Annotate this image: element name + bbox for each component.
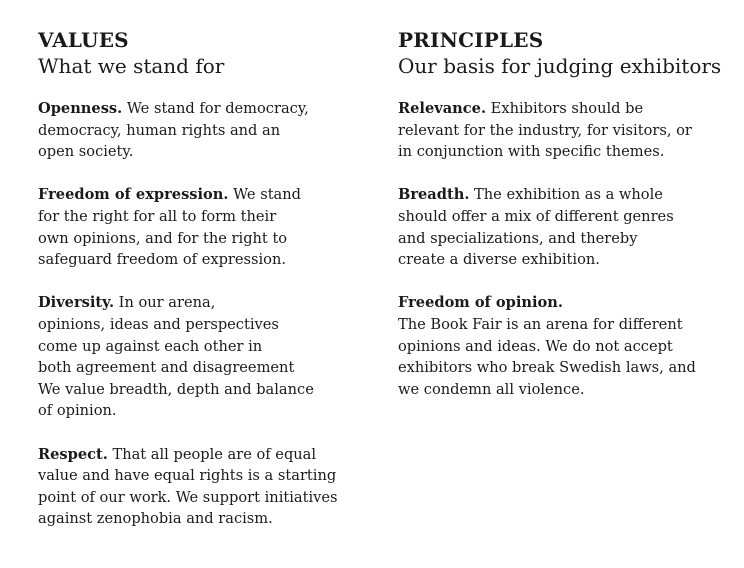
value-term: Freedom of expression. <box>38 186 229 204</box>
principle-text: The Book Fair is an arena for different opinions and ideas. We do not accept exhibitors who break Swedish laws, and we condemn all violence. <box>398 315 696 398</box>
value-term: Respect. <box>38 445 108 463</box>
principle-term: Freedom of opinion. <box>398 294 563 312</box>
values-heading: VALUES <box>38 28 129 52</box>
principles-subheading: Our basis for judging exhibitors <box>398 54 722 78</box>
value-text: That all people are of equal value and have equal rights is a starting point of our work. We support initiatives against zenophobia and racism. <box>38 445 338 528</box>
value-term: Openness. <box>38 100 123 117</box>
value-respect <box>38 444 368 530</box>
principle-text: The exhibition as a whole should offer a mix of different genres and specializations, and thereby create a diverse exhibition. <box>398 186 674 269</box>
principle-term: Relevance. <box>398 100 487 117</box>
value-text: We stand for democracy, democracy, human rights and an open society. <box>38 100 309 161</box>
value-term: Diversity. <box>38 294 115 312</box>
value-freedom-of-expression <box>38 184 368 270</box>
principle-relevance <box>398 98 728 163</box>
values-subheading: What we stand for <box>38 54 225 78</box>
principle-text: Exhibitors should be relevant for the industry, for visitors, or in conjunction with specific themes. <box>398 100 692 161</box>
value-text: In our arena, opinions, ideas and perspectives come up against each other in both agreement and disagreement We value breadth, depth and balance of opinion. <box>38 294 314 420</box>
principle-term: Breadth. <box>398 186 470 204</box>
values-column <box>38 28 368 551</box>
principles-column <box>398 28 728 422</box>
principle-freedom-of-opinion <box>398 292 728 400</box>
principle-breadth <box>398 184 728 270</box>
value-text: We stand for the right for all to form their own opinions, and for the right to safeguard freedom of expression. <box>38 186 302 269</box>
value-diversity <box>38 292 368 422</box>
value-openness <box>38 98 368 163</box>
principles-heading: PRINCIPLES <box>398 28 544 52</box>
